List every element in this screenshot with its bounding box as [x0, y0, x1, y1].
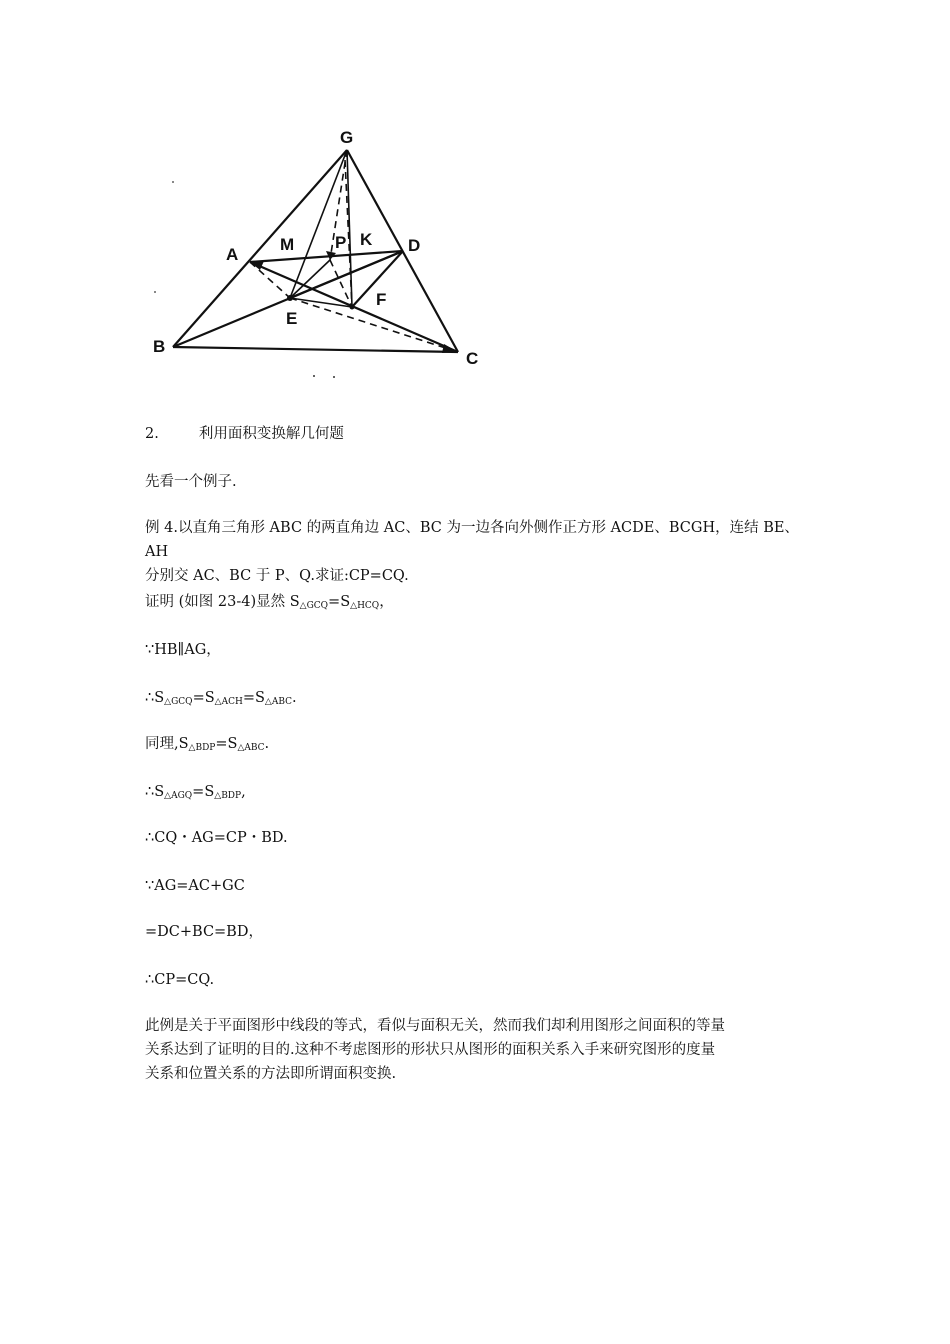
label-C: C — [466, 349, 479, 368]
geometry-figure — [140, 120, 510, 390]
proof-line-1 — [145, 592, 394, 616]
section-heading — [145, 424, 344, 444]
conclusion-paragraph — [145, 1014, 815, 1086]
arrowhead-A — [250, 261, 264, 270]
conclusion-line-1: 此例是关于平面图形中线段的等式，看似与面积无关，然而我们却利用图形之间面积的等量 — [145, 1018, 725, 1034]
proof-line-5: $\therefore S_{\triangle AGQ}=S_{\triangle BDP}$, — [145, 784, 246, 801]
subscript: △BDP — [188, 743, 216, 753]
label-M: M — [280, 235, 295, 254]
segment-GB — [173, 150, 347, 347]
segment-GE — [290, 150, 347, 298]
proof-text: 证明 (如图 23-4)显然 S — [145, 594, 300, 610]
proof-line-2: ∵HB∥AG， — [145, 642, 221, 658]
label-F: F — [376, 290, 387, 309]
label-B: B — [153, 337, 166, 356]
label-G: G — [340, 128, 354, 147]
label-D: D — [408, 236, 421, 255]
point-E — [287, 295, 293, 301]
example-paragraph — [145, 516, 815, 588]
proof-text: ， — [379, 594, 394, 610]
label-A: A — [226, 245, 239, 264]
subscript: △GCQ — [164, 697, 193, 707]
intro-text: 先看一个例子. — [145, 474, 237, 490]
conclusion-line-2: 关系达到了证明的目的.这种不考虑图形的形状只从图形的面积关系入手来研究图形的度量 — [145, 1042, 716, 1058]
segment-BC — [173, 347, 458, 352]
proof-line-9: ∴CP=CQ. — [145, 972, 215, 988]
proof-text: =S — [328, 594, 351, 610]
label-P: P — [335, 233, 347, 252]
speck — [313, 375, 315, 377]
subscript: △BDP — [214, 791, 242, 801]
subscript: △HCQ — [350, 601, 380, 611]
section-number: 2. — [145, 426, 159, 442]
segment-EP — [290, 260, 330, 298]
speck — [172, 181, 174, 183]
proof-line-7: ∵AG=AC+GC — [145, 878, 245, 894]
proof-line-4: 同理$,S_{\triangle BDP}=S_{\triangle ABC}$. — [145, 736, 270, 753]
proof-line-8: =DC+BC=BD， — [145, 924, 263, 940]
subscript: △GCQ — [299, 601, 329, 611]
example-line-1: 例 4.以直角三角形 ABC 的两直角边 AC、BC 为一边各向外侧作正方形 ACDE、BCGH，连结 BE、AH — [145, 520, 799, 560]
section-title: 利用面积变换解几何题 — [198, 426, 344, 442]
subscript: △ABC — [237, 743, 265, 753]
speck — [154, 291, 156, 293]
dashed-AE — [250, 262, 290, 298]
speck — [333, 376, 335, 378]
label-E: E — [286, 309, 298, 328]
proof-line-6: ∴CQ・AG=CP・BD. — [145, 830, 288, 846]
dashed-PF — [330, 260, 352, 307]
example-line-2: 分别交 AC、BC 于 P、Q.求证:CP=CQ. — [145, 568, 409, 584]
label-K: K — [360, 230, 373, 249]
conclusion-line-3: 关系和位置关系的方法即所谓面积变换. — [145, 1066, 397, 1082]
subscript: △AGQ — [164, 791, 193, 801]
subscript: △ACH — [214, 697, 243, 707]
proof-line-3: $\therefore S_{\triangle GCQ}=S_{\triangle ACH}=S_{\triangle ABC}$. — [145, 690, 297, 707]
subscript: △ABC — [264, 697, 292, 707]
point-F — [350, 305, 355, 310]
